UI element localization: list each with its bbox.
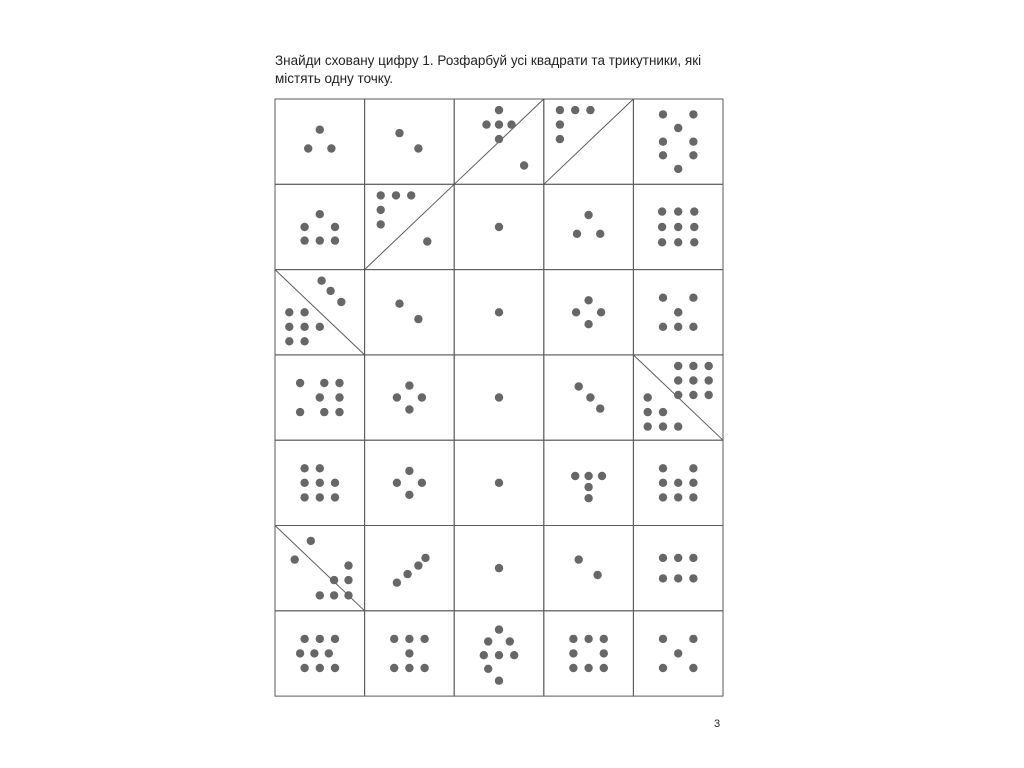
dot-r3-c4-2 — [572, 308, 580, 316]
dot-r3-c4-1 — [584, 296, 592, 304]
dot-r4-c4-1 — [575, 382, 583, 390]
dot-r7-c2-7 — [420, 664, 428, 672]
dot-r5-c5-5 — [659, 493, 667, 501]
dot-r4-c5-12 — [644, 422, 652, 430]
dot-r7-c3-5 — [495, 651, 503, 659]
dot-r1-c5-2 — [689, 110, 697, 118]
dot-r1-c5-6 — [659, 151, 667, 159]
dot-r7-c1-8 — [316, 664, 324, 672]
dot-r5-c1-1 — [300, 464, 308, 472]
dot-r5-c1-3 — [300, 479, 308, 487]
dot-r3-c1-8 — [316, 323, 324, 331]
dot-r5-c5-7 — [689, 493, 697, 501]
dot-r2-c2-3 — [407, 191, 415, 199]
grid-dots — [285, 106, 713, 685]
dot-r4-c1-6 — [320, 408, 328, 416]
dot-r4-c1-3 — [316, 393, 324, 401]
dot-r2-c5-6 — [690, 223, 698, 231]
dot-r7-c1-2 — [316, 635, 324, 643]
dot-r1-c3-6 — [520, 161, 528, 169]
dot-r2-c5-3 — [690, 207, 698, 215]
dot-r4-c1-5 — [335, 379, 343, 387]
dot-r7-c5-5 — [689, 664, 697, 672]
dot-r3-c5-5 — [674, 323, 682, 331]
dot-r4-c3-1 — [495, 393, 503, 401]
dot-r5-c2-2 — [393, 479, 401, 487]
dot-r2-c2-1 — [377, 191, 385, 199]
dot-r2-c5-9 — [690, 238, 698, 246]
grid-cell-r5-c4 — [544, 440, 634, 525]
dot-r2-c3-1 — [495, 223, 503, 231]
dot-r3-c1-1 — [317, 277, 325, 285]
dot-r1-c2-2 — [414, 144, 422, 152]
grid-cell-r4-c2 — [365, 355, 455, 440]
dot-r7-c2-5 — [390, 664, 398, 672]
grid-cell-r2-c4 — [544, 184, 634, 269]
dot-r5-c3-1 — [495, 479, 503, 487]
dot-r6-c1-3 — [316, 591, 324, 599]
dot-r4-c1-4 — [320, 379, 328, 387]
dot-r5-c5-8 — [674, 479, 682, 487]
dot-r7-c4-5 — [569, 664, 577, 672]
dot-r4-c2-1 — [405, 381, 413, 389]
dot-r7-c2-6 — [405, 664, 413, 672]
dot-r7-c3-4 — [480, 651, 488, 659]
dot-r4-c5-13 — [659, 422, 667, 430]
dot-r3-c5-4 — [659, 323, 667, 331]
dot-r7-c4-3 — [600, 635, 608, 643]
dot-r3-c1-5 — [300, 308, 308, 316]
dot-r4-c5-5 — [689, 376, 697, 384]
dot-r2-c4-1 — [584, 211, 592, 219]
dot-r4-c1-8 — [335, 393, 343, 401]
dot-r1-c1-3 — [327, 144, 335, 152]
dot-r4-c5-15 — [659, 408, 667, 416]
dot-r7-c4-7 — [600, 664, 608, 672]
dot-r5-c2-1 — [405, 467, 413, 475]
dot-r3-c1-6 — [285, 323, 293, 331]
dot-r4-c5-1 — [674, 362, 682, 370]
dot-r5-c5-1 — [659, 464, 667, 472]
grid-cell-r6-c2 — [365, 526, 455, 611]
dot-r7-c3-8 — [495, 677, 503, 685]
dot-r7-c4-2 — [584, 635, 592, 643]
dot-r7-c2-2 — [405, 635, 413, 643]
dot-r4-c1-1 — [296, 379, 304, 387]
dot-r4-c5-7 — [674, 391, 682, 399]
dot-r4-c4-2 — [586, 393, 594, 401]
dot-r1-c5-5 — [689, 138, 697, 146]
dot-r1-c1-2 — [304, 144, 312, 152]
dot-r1-c4-5 — [556, 135, 564, 143]
dot-r6-c5-5 — [674, 574, 682, 582]
dot-r2-c1-6 — [331, 236, 339, 244]
dot-r7-c1-5 — [310, 649, 318, 657]
dot-r2-c2-5 — [377, 220, 385, 228]
dot-r3-c2-1 — [395, 300, 403, 308]
dot-r6-c1-5 — [344, 591, 352, 599]
dot-r1-c2-1 — [395, 129, 403, 137]
dot-r7-c2-4 — [405, 649, 413, 657]
dot-r4-c5-4 — [674, 376, 682, 384]
grid-cell-r7-c1 — [275, 611, 365, 696]
dot-r7-c5-2 — [689, 635, 697, 643]
grid-cell-r6-c5 — [633, 526, 723, 611]
dot-r5-c4-1 — [571, 472, 579, 480]
grid-cell-r3-c2 — [365, 270, 455, 355]
dot-r5-c1-4 — [316, 479, 324, 487]
dot-r1-c4-4 — [556, 120, 564, 128]
dot-r6-c5-4 — [659, 574, 667, 582]
dot-r6-c5-1 — [659, 554, 667, 562]
dot-r7-c1-6 — [325, 649, 333, 657]
dot-r5-c1-5 — [300, 493, 308, 501]
dot-r3-c3-1 — [495, 308, 503, 316]
dot-r7-c5-1 — [659, 635, 667, 643]
grid-cell-r7-c4 — [544, 611, 634, 696]
dot-r3-c1-7 — [300, 323, 308, 331]
grid-cell-r3-c4 — [544, 270, 634, 355]
dot-r1-c3-4 — [507, 120, 515, 128]
dot-r4-c5-14 — [674, 422, 682, 430]
dot-r7-c1-4 — [296, 649, 304, 657]
dot-r3-c1-9 — [285, 337, 293, 345]
dot-r4-c5-8 — [689, 391, 697, 399]
dot-r4-c4-3 — [596, 404, 604, 412]
dot-r7-c3-6 — [510, 651, 518, 659]
dot-r2-c5-7 — [658, 238, 666, 246]
dot-r1-c4-3 — [586, 106, 594, 114]
dot-r1-c5-1 — [659, 110, 667, 118]
dot-r2-c1-3 — [331, 223, 339, 231]
dot-r5-c2-4 — [405, 491, 413, 499]
dot-r7-c4-8 — [600, 649, 608, 657]
dot-r7-c1-3 — [331, 635, 339, 643]
dot-r4-c1-7 — [335, 408, 343, 416]
grid-cell-r5-c2 — [365, 440, 455, 525]
dot-r7-c5-3 — [674, 649, 682, 657]
dot-r4-c5-11 — [644, 408, 652, 416]
dot-r3-c5-7 — [674, 308, 682, 316]
dot-r3-c5-2 — [689, 294, 697, 302]
dot-r6-c2-2 — [403, 570, 411, 578]
dot-r3-c1-4 — [285, 308, 293, 316]
dot-r2-c4-2 — [573, 230, 581, 238]
dot-r7-c4-6 — [584, 664, 592, 672]
dot-r4-c5-3 — [705, 362, 713, 370]
dot-r4-c5-6 — [705, 376, 713, 384]
dot-r2-c1-4 — [300, 236, 308, 244]
dot-r5-c5-2 — [689, 464, 697, 472]
dot-r5-c4-2 — [584, 472, 592, 480]
dot-r1-c5-7 — [689, 151, 697, 159]
dot-r5-c4-4 — [584, 483, 592, 491]
dot-r2-c5-5 — [674, 223, 682, 231]
dot-r4-c5-10 — [644, 393, 652, 401]
dot-r7-c4-1 — [569, 635, 577, 643]
dot-r7-c3-3 — [506, 637, 514, 645]
dot-r2-c4-3 — [596, 230, 604, 238]
dot-r5-c5-4 — [689, 479, 697, 487]
dot-r7-c1-1 — [300, 635, 308, 643]
dot-r4-c2-3 — [418, 393, 426, 401]
dot-r2-c1-5 — [316, 236, 324, 244]
dot-r7-c3-2 — [484, 637, 492, 645]
dot-r1-c4-1 — [556, 106, 564, 114]
dot-r4-c5-2 — [689, 362, 697, 370]
dot-r2-c5-4 — [658, 223, 666, 231]
dot-r7-c5-4 — [659, 664, 667, 672]
dot-r1-c5-3 — [674, 124, 682, 132]
dot-r5-c4-3 — [598, 472, 606, 480]
dot-r6-c5-6 — [689, 574, 697, 582]
instruction-line-1: Знайди сховану цифру 1. Розфарбуй усі квадрати та трикутники, які — [275, 53, 702, 68]
dot-r6-c2-3 — [414, 561, 422, 569]
dot-r5-c1-7 — [331, 493, 339, 501]
grid-cell-r2-c1 — [275, 184, 365, 269]
dot-r4-c5-9 — [705, 391, 713, 399]
dot-r6-c4-2 — [593, 571, 601, 579]
grid-cell-r1-c2 — [365, 99, 455, 184]
dot-r6-c4-1 — [575, 555, 583, 563]
dot-r5-c1-8 — [331, 479, 339, 487]
instruction-line-2: містять одну точку. — [275, 71, 394, 86]
dot-r2-c2-4 — [377, 206, 385, 214]
dot-r6-c2-1 — [393, 579, 401, 587]
dot-r7-c2-3 — [420, 635, 428, 643]
dot-r6-c1-2 — [307, 537, 315, 545]
dot-r3-c1-3 — [337, 298, 345, 306]
dot-r2-c1-2 — [300, 223, 308, 231]
dot-r2-c2-2 — [392, 191, 400, 199]
dot-r2-c5-8 — [674, 238, 682, 246]
dot-r2-c5-1 — [658, 207, 666, 215]
dot-r7-c4-4 — [569, 649, 577, 657]
dot-r3-c4-4 — [584, 320, 592, 328]
dot-r6-c1-7 — [344, 561, 352, 569]
dot-r6-c5-2 — [674, 554, 682, 562]
page-number: 3 — [714, 718, 721, 730]
dot-r4-c2-4 — [405, 405, 413, 413]
dot-r3-c5-1 — [659, 294, 667, 302]
dot-r1-c4-2 — [571, 106, 579, 114]
dot-r6-c2-4 — [421, 554, 429, 562]
grid-cell-r1-c1 — [275, 99, 365, 184]
dot-r2-c5-2 — [674, 207, 682, 215]
dot-r2-c2-6 — [423, 237, 431, 245]
dot-r1-c3-2 — [495, 106, 503, 114]
dot-r1-c5-4 — [659, 138, 667, 146]
dot-r7-c1-9 — [331, 664, 339, 672]
dot-r3-c1-2 — [326, 287, 334, 295]
dot-r1-c3-3 — [495, 120, 503, 128]
dot-r1-c1-1 — [316, 126, 324, 134]
dot-r5-c1-6 — [316, 493, 324, 501]
dot-r6-c1-8 — [330, 576, 338, 584]
dot-r5-c5-3 — [659, 479, 667, 487]
dot-r2-c1-1 — [316, 210, 324, 218]
dot-r6-c1-4 — [330, 591, 338, 599]
dot-r5-c5-6 — [674, 493, 682, 501]
dot-r1-c3-1 — [482, 120, 490, 128]
dot-r7-c3-1 — [495, 625, 503, 633]
dot-r1-c5-8 — [674, 165, 682, 173]
dot-r3-c1-10 — [300, 337, 308, 345]
dot-r5-c2-3 — [418, 479, 426, 487]
dot-r7-c1-7 — [300, 664, 308, 672]
dot-r3-c2-2 — [414, 315, 422, 323]
dot-r5-c1-2 — [316, 464, 324, 472]
dot-r3-c4-3 — [597, 308, 605, 316]
dot-r4-c2-2 — [393, 393, 401, 401]
dot-r1-c3-5 — [495, 135, 503, 143]
dot-r7-c2-1 — [390, 635, 398, 643]
dot-r3-c5-6 — [689, 323, 697, 331]
dot-r6-c1-1 — [291, 555, 299, 563]
dot-r6-c1-6 — [344, 576, 352, 584]
dot-r5-c4-5 — [584, 494, 592, 502]
grid-cell-r6-c4 — [544, 526, 634, 611]
dot-r7-c3-7 — [484, 665, 492, 673]
dot-r6-c5-3 — [689, 554, 697, 562]
dot-r6-c3-1 — [495, 564, 503, 572]
dot-r4-c1-2 — [296, 408, 304, 416]
